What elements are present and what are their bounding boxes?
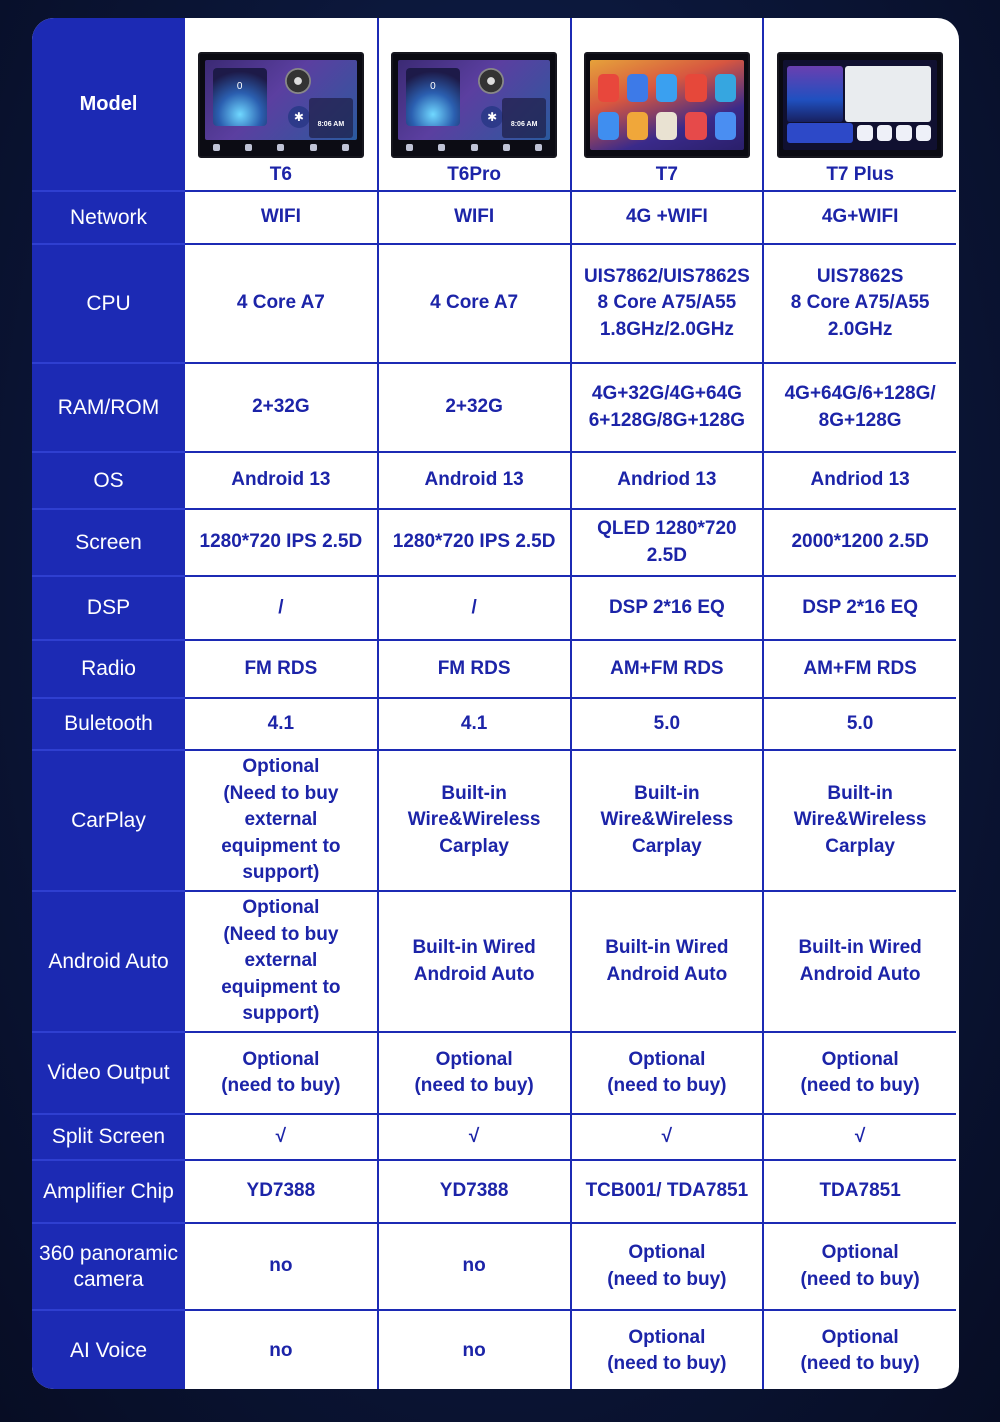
label-network: Network — [32, 191, 185, 244]
model-name: T7 — [655, 163, 678, 185]
label-os: OS — [32, 452, 185, 509]
dsp-value: DSP 2*16 EQ — [763, 576, 956, 640]
cpu-value: UIS7862S 8 Core A75/A55 2.0GHz — [763, 244, 956, 363]
camera-value: no — [269, 1255, 293, 1277]
row-dsp — [32, 576, 956, 640]
label-ram-rom: RAM/ROM — [32, 363, 185, 452]
device-screenshot-t6: 0 ✱ 8:06 AM — [198, 52, 364, 158]
model-name: T6Pro — [447, 163, 502, 185]
android-auto-value: Built-in Wired Android Auto — [763, 891, 956, 1032]
row-video-output — [32, 1032, 956, 1114]
label-dsp: DSP — [32, 576, 185, 640]
row-network — [32, 191, 956, 244]
os-value: Android 13 — [378, 452, 571, 509]
label-screen: Screen — [32, 509, 185, 576]
carplay-value: Built-in Wire&Wireless Carplay — [763, 750, 956, 891]
ai-voice-value: Optional (need to buy) — [571, 1310, 764, 1389]
check-mark-icon: √ — [571, 1114, 764, 1160]
ai-voice-value: Optional (need to buy) — [763, 1310, 956, 1389]
ram-rom-value: 2+32G — [252, 396, 310, 418]
dsp-value: DSP 2*16 EQ — [571, 576, 764, 640]
model-t7 — [571, 18, 764, 191]
bluetooth-value: 5.0 — [571, 698, 764, 750]
label-android-auto: Android Auto — [32, 891, 185, 1032]
network-value: WIFI — [378, 191, 571, 244]
model-name: T6 — [269, 163, 292, 185]
row-android-auto — [32, 891, 956, 1032]
spec-comparison-table — [32, 18, 956, 1389]
carplay-value: Optional (Need to buy external equipment to support) — [221, 756, 341, 884]
os-value: Andriod 13 — [763, 452, 956, 509]
model-t6 — [185, 18, 378, 191]
ai-voice-value: no — [269, 1339, 293, 1361]
label-ai-voice: AI Voice — [32, 1310, 185, 1389]
screen-value: 1280*720 IPS 2.5D — [378, 509, 571, 576]
cpu-value: 4 Core A7 — [236, 292, 325, 314]
comparison-card — [32, 18, 959, 1389]
android-auto-value: Built-in Wired Android Auto — [571, 891, 764, 1032]
row-model — [32, 18, 956, 191]
video-output-value: Optional (need to buy) — [221, 1048, 341, 1096]
bluetooth-value: 5.0 — [763, 698, 956, 750]
amplifier-chip-value: TDA7851 — [763, 1160, 956, 1223]
model-name: T7 Plus — [826, 163, 894, 185]
camera-value: Optional (need to buy) — [571, 1223, 764, 1310]
amplifier-chip-value: TCB001/ TDA7851 — [571, 1160, 764, 1223]
video-output-value: Optional (need to buy) — [763, 1032, 956, 1114]
camera-value: Optional (need to buy) — [763, 1223, 956, 1310]
camera-value: no — [378, 1223, 571, 1310]
device-screenshot-t6pro: 0 ✱ 8:06 AM — [391, 52, 557, 158]
device-screenshot-t7 — [584, 52, 750, 158]
check-mark-icon: √ — [763, 1114, 956, 1160]
os-value: Andriod 13 — [571, 452, 764, 509]
video-output-value: Optional (need to buy) — [571, 1032, 764, 1114]
cpu-value: 4 Core A7 — [378, 244, 571, 363]
radio-value: AM+FM RDS — [571, 640, 764, 698]
device-screenshot-t7plus — [777, 52, 943, 158]
radio-value: FM RDS — [378, 640, 571, 698]
network-value: 4G +WIFI — [571, 191, 764, 244]
os-value: Android 13 — [231, 469, 331, 491]
model-t7plus — [763, 18, 956, 191]
check-mark-icon: √ — [275, 1125, 287, 1147]
label-split-screen: Split Screen — [32, 1114, 185, 1160]
row-360-camera — [32, 1223, 956, 1310]
amplifier-chip-value: YD7388 — [246, 1180, 316, 1202]
ram-rom-value: 4G+32G/4G+64G 6+128G/8G+128G — [571, 363, 764, 452]
label-amplifier-chip: Amplifier Chip — [32, 1160, 185, 1223]
label-bluetooth: Buletooth — [32, 698, 185, 750]
row-bluetooth — [32, 698, 956, 750]
android-auto-value: Optional (Need to buy external equipment to support) — [221, 897, 341, 1025]
screen-value: 1280*720 IPS 2.5D — [199, 531, 363, 553]
row-ai-voice — [32, 1310, 956, 1389]
ram-rom-value: 2+32G — [378, 363, 571, 452]
dsp-value: / — [378, 576, 571, 640]
ai-voice-value: no — [378, 1310, 571, 1389]
label-carplay: CarPlay — [32, 750, 185, 891]
model-t6pro — [378, 18, 571, 191]
bluetooth-value: 4.1 — [267, 712, 295, 734]
radio-value: FM RDS — [244, 657, 318, 679]
row-ram-rom — [32, 363, 956, 452]
video-output-value: Optional (need to buy) — [378, 1032, 571, 1114]
network-value: 4G+WIFI — [763, 191, 956, 244]
android-auto-value: Built-in Wired Android Auto — [378, 891, 571, 1032]
row-radio — [32, 640, 956, 698]
amplifier-chip-value: YD7388 — [378, 1160, 571, 1223]
check-mark-icon: √ — [378, 1114, 571, 1160]
screen-value: 2000*1200 2.5D — [763, 509, 956, 576]
cpu-value: UIS7862/UIS7862S 8 Core A75/A55 1.8GHz/2.0GHz — [571, 244, 764, 363]
label-360-camera: 360 panoramic camera — [32, 1223, 185, 1310]
dsp-value: / — [278, 596, 284, 618]
row-amplifier-chip — [32, 1160, 956, 1223]
row-os — [32, 452, 956, 509]
carplay-value: Built-in Wire&Wireless Carplay — [378, 750, 571, 891]
label-video-output: Video Output — [32, 1032, 185, 1114]
row-screen — [32, 509, 956, 576]
ram-rom-value: 4G+64G/6+128G/ 8G+128G — [763, 363, 956, 452]
carplay-value: Built-in Wire&Wireless Carplay — [571, 750, 764, 891]
label-model: Model — [32, 18, 185, 191]
row-split-screen — [32, 1114, 956, 1160]
row-cpu — [32, 244, 956, 363]
radio-value: AM+FM RDS — [763, 640, 956, 698]
screen-value: QLED 1280*720 2.5D — [571, 509, 764, 576]
label-radio: Radio — [32, 640, 185, 698]
bluetooth-value: 4.1 — [378, 698, 571, 750]
label-cpu: CPU — [32, 244, 185, 363]
row-carplay — [32, 750, 956, 891]
network-value: WIFI — [260, 206, 301, 228]
